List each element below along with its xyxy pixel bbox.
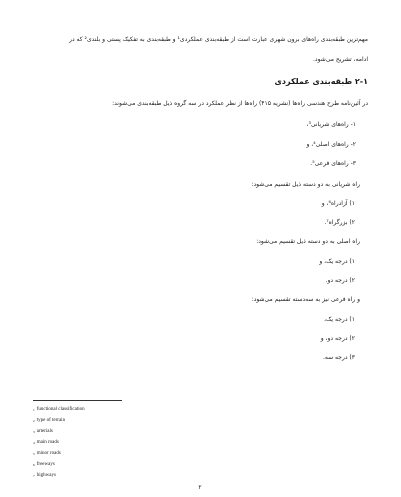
- footnote: $^3$ arterials: [33, 429, 53, 434]
- footnote: $^4$ main roads: [33, 440, 59, 445]
- minor-road-list-item: ۲) درجه دو، و: [320, 335, 355, 342]
- arterial-list-item: ۱) آزادراه⁶، و: [321, 200, 355, 207]
- page-number: ۲: [198, 484, 202, 491]
- footnote: $^2$ type of terrain: [33, 418, 66, 423]
- main-road-list-item: ۲) درجه دو.: [325, 277, 355, 284]
- minor-road-list-item: ۱) درجه یک،: [324, 316, 355, 323]
- intro-paragraph-line-2: ادامه، تشریح می‌شود.: [313, 56, 368, 63]
- minor-road-list-item: ۳) درجه سه.: [322, 354, 355, 361]
- main-list-item: ۱- راه‌های شریانی³،: [306, 121, 356, 128]
- arterial-list-item: ۲) بزرگراه⁷.: [324, 219, 355, 226]
- intro-paragraph-line-1: مهم‌ترین طبقه‌بندی راه‌های برون شهری عبارت است از طبقه‌بندی عملکردی¹ و طبقه‌بندی به تفکیک پستی و بلندی² که در: [69, 36, 368, 43]
- footnote: $^5$ minor roads: [33, 451, 61, 456]
- footnote: $^6$ freeways: [33, 462, 55, 467]
- section-heading: ۲-۱ طبقه‌بندی عملکردی: [274, 77, 368, 86]
- footnote: $^7$ highways: [33, 473, 56, 478]
- classification-paragraph: در آئین‌نامه طرح هندسی راه‌ها (نشریه ۴۱۵) راه‌ها از نظر عملکرد در سه گروه ذیل طبقه‌بندی می‌شوند:: [112, 100, 368, 107]
- main-road-list-item: ۱) درجه یک، و: [319, 258, 355, 265]
- main-list-item: ۳- راه‌های فرعی⁵.: [310, 160, 356, 167]
- main-list-item: ۲- راه‌های اصلی⁴، و: [306, 141, 356, 148]
- arterial-intro: راه شریانی به دو دسته ذیل تقسیم می‌شود:: [251, 181, 360, 188]
- footnote: $^1$ functional classification: [33, 407, 85, 412]
- footnote-divider: [33, 400, 122, 401]
- minor-road-intro: و راه فرعی نیز به سه‌دسته تقسیم می‌شود:: [251, 296, 360, 303]
- main-road-intro: راه اصلی به دو دسته ذیل تقسیم می‌شود:: [256, 238, 360, 245]
